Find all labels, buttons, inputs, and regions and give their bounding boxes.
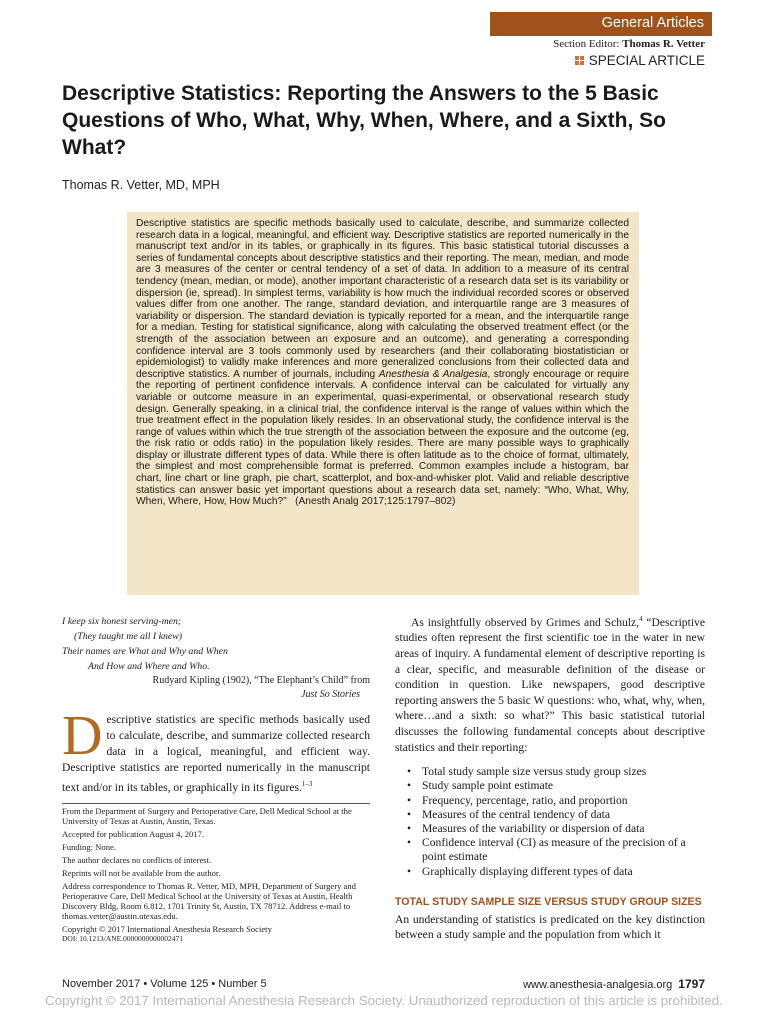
- intro-text: escriptive statistics are specific methods basically used to calculate, describe, and summarize collected research data in a logical, meaningful, and efficient way. Descriptive statistics are reported numerically in the manuscript text and/or in its tables, or graphically in its figures.: [62, 713, 370, 794]
- section-banner: [490, 12, 712, 36]
- affiliation-line: Copyright © 2017 International Anesthesia Research Society: [62, 924, 272, 934]
- abstract-text-2: , strongly encourage or require the reporting of pertinent confidence intervals. A confidence interval can be calculated for virtually any variable or outcome measure in an experimental, quasi-experimental, or observational research study design. Generally speaking, in a clinical trial, the confidence interval is the range of values within which the true treatment effect in the population likely resides. In an observational study, the confidence interval is the range of values within which the true strength of the association between the exposure and the outcome (eg, the risk ratio or odds ratio) in the population likely resides. There are many possible ways to graphically display or illustrate different types of data. While there is often latitude as to the choice of format, ultimately, the simplest and most comprehensible format is preferred. Common examples include a histogram, bar chart, line chart or line graph, pie chart, scatterplot, and box-and-whisker plot. Valid and reliable descriptive statistics can answer basic yet important questions about a research data set, namely: “Who, What, Why, When, Where, How, How Much?”: [136, 368, 629, 508]
- para-ref: 4: [639, 615, 643, 623]
- abstract-box: [127, 212, 639, 595]
- copyright-notice: Copyright © 2017 International Anesthesia Research Society. Unauthorized reproduction of this article is prohibited.: [45, 993, 723, 1008]
- intro-refs: 1–3: [301, 780, 313, 788]
- abstract-journal-name: Anesthesia & Analgesia: [378, 368, 488, 380]
- intro-paragraph: [62, 705, 370, 796]
- para-text: “Descriptive studies often represent the first scientific toe in the water in new areas of inquiry. A fundamental element of descriptive reporting is a clear, specific, and measurable definition of the disease or condition in question. Like newspapers, good descriptive reporting answers the 5 basic W questions: who, what, why, when, where…and a sixth: so what?” This basic statistical tutorial discusses the following fundamental concepts about descriptive statistics and their reporting:: [395, 615, 705, 754]
- affiliation-line: Address correspondence to Thomas R. Vetter, MD, MPH, Department of Surgery and Perioperative Care, Dell Medical School at the University of Texas at Austin, Health Discovery Bldg, Room 6.812, 1701 Trinity St, Austin, TX 78712. Address e-mail to thomas.vetter@austin.utexas.edu.: [62, 881, 356, 921]
- right-paragraph-2: An understanding of statistics is predicated on the key distinction between a study sample and the population from which it: [395, 912, 705, 942]
- epigraph: [62, 614, 370, 674]
- article-type: [575, 53, 705, 68]
- section-heading: TOTAL STUDY SAMPLE SIZE VERSUS STUDY GROUP SIZES: [395, 895, 702, 908]
- list-item: • Measures of the variability or dispersion of data: [407, 822, 705, 836]
- right-paragraph-1: [395, 612, 705, 755]
- article-type-label: SPECIAL ARTICLE: [588, 53, 705, 68]
- list-item: • Frequency, percentage, ratio, and proportion: [407, 794, 705, 808]
- four-square-icon: [575, 56, 584, 65]
- editor-label: Section Editor:: [553, 38, 620, 50]
- epigraph-line: (They taught me all I knew): [74, 631, 183, 642]
- para-text: As insightfully observed by Grimes and Schulz,: [411, 615, 640, 629]
- concept-list: [407, 765, 705, 879]
- article-author: Thomas R. Vetter, MD, MPH: [62, 178, 220, 192]
- epigraph-author: Rudyard Kipling (1902), “The Elephant’s Child” from: [152, 675, 370, 686]
- epigraph-attribution: [62, 674, 370, 702]
- footnote-divider: [62, 803, 370, 804]
- abstract-citation: (Anesth Analg 2017;125:1797–802): [295, 496, 456, 508]
- list-item: • Confidence interval (CI) as measure of the precision of a point estimate: [407, 836, 705, 864]
- list-item: • Total study sample size versus study group sizes: [407, 765, 705, 779]
- epigraph-source: Just So Stories: [301, 689, 360, 700]
- journal-website[interactable]: www.anesthesia-analgesia.org: [523, 979, 673, 991]
- epigraph-line: Their names are What and Why and When: [62, 646, 228, 657]
- abstract-text-1: Descriptive statistics are specific methods basically used to calculate, describe, and summarize collected research data in a logical, meaningful, and efficient way. Descriptive statistics are reported numerically in the manuscript text and/or in its tables, or graphically in its figures. This basic statistical tutorial discusses a series of fundamental concepts about descriptive statistics and their reporting. The mean, median, and mode are 3 measures of the center or central tendency of a set of data. In addition to a measure of its central tendency (mean, median, or mode), another important characteristic of a research data set is its variability or dispersion (ie, spread). In simplest terms, variability is how much the individual recorded scores or observed values differ from one another. The range, standard deviation, and interquartile range are 3 measures of variability or dispersion. The standard deviation is typically reported for a mean, and the interquartile range for a median. Testing for statistical significance, along with calculating the observed treatment effect (or the strength of the association between an exposure and an outcome), and generating a corresponding confidence interval are 3 tools commonly used by researchers (and their collaborating biostatistician or epidemiologist) to validly make inferences and more generalized conclusions from their collected data and descriptive statistics. A number of journals, including: [136, 218, 629, 380]
- issue-info: November 2017 • Volume 125 • Number 5: [62, 978, 267, 990]
- affiliation-line: Funding: None.: [62, 842, 116, 852]
- right-column: [395, 612, 705, 943]
- section-editor: [553, 38, 705, 50]
- doi: DOI: 10.1213/ANE.0000000000002471: [62, 934, 184, 943]
- left-column: [62, 614, 370, 796]
- affiliation-line: From the Department of Surgery and Perioperative Care, Dell Medical School at the University of Texas at Austin, Austin, Texas.: [62, 806, 352, 826]
- footer-right: [523, 977, 705, 991]
- affiliation-line: Reprints will not be available from the author.: [62, 868, 221, 878]
- affiliation-line: Accepted for publication August 4, 2017.: [62, 829, 205, 839]
- drop-cap: D: [62, 705, 103, 767]
- list-item: • Graphically displaying different types of data: [407, 865, 705, 879]
- editor-name: Thomas R. Vetter: [622, 38, 705, 50]
- epigraph-line: I keep six honest serving-men;: [62, 616, 182, 627]
- affiliations: [62, 806, 370, 947]
- article-title: Descriptive Statistics: Reporting the Answers to the 5 Basic Questions of Who, What, Why, When, Where, and a Sixth, So What?: [62, 82, 666, 159]
- list-item: • Measures of the central tendency of data: [407, 808, 705, 822]
- affiliation-line: The author declares no conflicts of interest.: [62, 855, 212, 865]
- section-name: General Articles: [601, 15, 704, 31]
- page-number: 1797: [678, 977, 705, 991]
- epigraph-line: And How and Where and Who.: [88, 661, 210, 672]
- list-item: • Study sample point estimate: [407, 779, 705, 793]
